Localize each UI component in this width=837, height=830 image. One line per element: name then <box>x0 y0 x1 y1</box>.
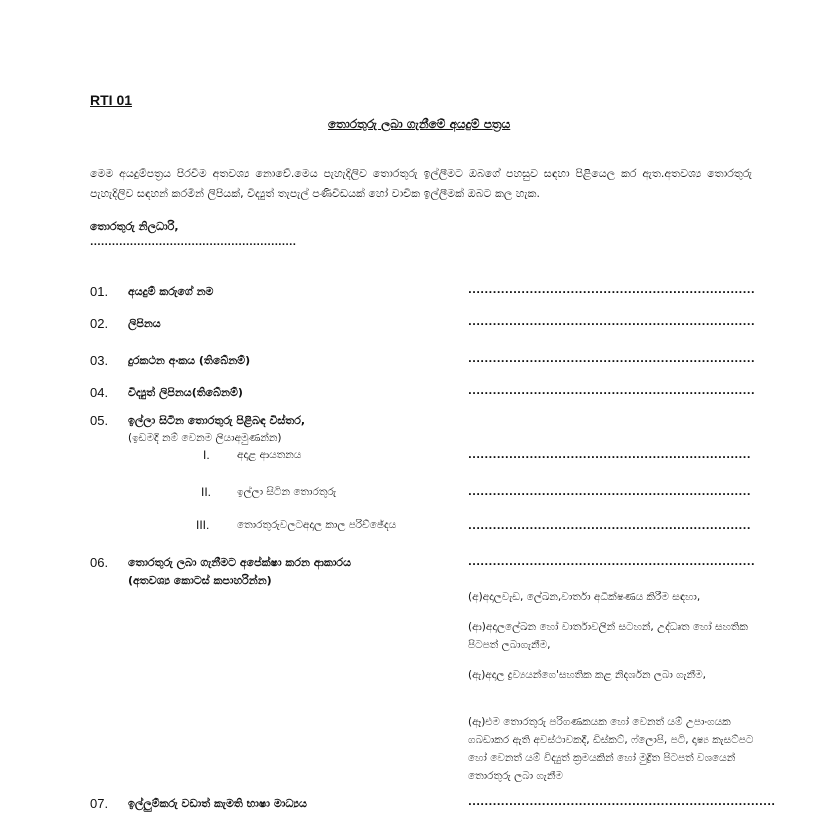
field-label-language: ඉල්ලුම්කරු වඩාත් කැමති භාෂා මාධ්‍යය <box>128 797 307 810</box>
field-line-phone[interactable]: ...................................................................... <box>468 354 755 365</box>
subfield-line-requested-info[interactable]: ..................................................................... <box>468 487 751 498</box>
field-label-applicant-name: අයදුම් කරුගේ නම <box>128 285 214 298</box>
subfield-number-ii: II. <box>201 485 212 499</box>
field-line-delivery-method[interactable]: ...................................................................... <box>468 557 755 568</box>
subfield-label-requested-info: ඉල්ලා සිටින තොරතුරු <box>237 486 337 498</box>
field-number-05: 05. <box>90 413 109 428</box>
option-inspect-documents[interactable]: (අ)අදාලවැඩ, ලේඛන,වාර්තා අධීක්ෂණය කිරීම සඳහා, <box>468 591 701 603</box>
field-number-07: 07. <box>90 796 109 811</box>
subfield-label-institution: අදාළ ආයතනය <box>237 449 302 461</box>
subfield-number-iii: III. <box>196 518 210 532</box>
field-label-address: ලිපිනය <box>128 317 161 330</box>
subfield-line-institution[interactable]: ..................................................................... <box>468 450 751 461</box>
officer-name-line: ......................................................... <box>90 238 297 248</box>
field-line-email[interactable]: ...................................................................... <box>468 386 755 397</box>
field-number-03: 03. <box>90 353 109 368</box>
option-certified-copies[interactable]: (ආ)අදාලලේඛන හෝ වාර්තාවලින් සටහන්, උද්ධෘත හෝ සහතික පිටපත් ලබාගැනීම, <box>468 621 748 651</box>
field-number-01: 01. <box>90 284 109 299</box>
field-label-phone: දුරකථන අංකය (තිබේනම්) <box>128 354 251 367</box>
form-code: RTI 01 <box>90 92 133 108</box>
field-label-email: විද්‍යුත් ලිපිනය(තිබේනම්) <box>128 386 243 399</box>
option-certified-samples[interactable]: (ඇ)අදාල ද්‍රව්‍යයන්ගෙ'සහතික කළ නිදර්ශන ලබා ගැනීම, <box>468 669 706 681</box>
field-line-address[interactable]: ...................................................................... <box>468 317 755 328</box>
officer-label: තොරතුරු නිලධාරි, <box>90 220 179 233</box>
field-line-applicant-name[interactable]: ...................................................................... <box>468 285 755 296</box>
field-label-info-details: ඉල්ලා සිටින තොරතුරු පිළිබඳ විස්තර, <box>128 414 306 427</box>
field-note-attach: (ඉඩමදි නම් වෙනම ලියාඅමුණන්න) <box>128 432 282 444</box>
option-electronic-copy[interactable]: (ඈ)එම තොරතුරු පරිගණකයක හෝ වෙනත් යම් උපාංගයක ගබඩාකර ඇති අවස්ථාවකදී, ඩිස්කට්, ෆ්ලොපි, පටි, දෘෂ්‍ය කැසට්පට හෝ වෙනත් යම් විද්‍යුත් ක්‍රමයකින් හෝ මුද්‍රිත පිටපත් වශයෙන් තොරතුරු ලබා ගැනීම <box>468 716 754 782</box>
subfield-number-i: I. <box>203 448 210 462</box>
field-number-02: 02. <box>90 316 109 331</box>
subfield-line-time-period[interactable]: ..................................................................... <box>468 521 751 532</box>
page-title: තොරතුරු ලබා ගැනීමේ අයදුම් පත්‍රය <box>328 117 511 131</box>
field-number-04: 04. <box>90 385 109 400</box>
field-note-strike-out: (අතවශ්‍ය කොටස් කපාහරින්න) <box>128 574 272 587</box>
field-label-delivery-method: තොරතුරු ලබා ගැනීමට අපේක්ෂා කරන ආකාරය <box>128 556 351 569</box>
field-number-06: 06. <box>90 555 109 570</box>
intro-paragraph: මෙම අයදුම්පත්‍රය පිරවීම අතවශ්‍ය නොවේ.මෙය පැහැදිලිව තොරතුරු ඉල්ලීමට ඔබගේ පහසුව සඳහා පිළියෙල කර ඇත.අතවශ්‍ය තොරතුරු පැහැදිලිව සඳහන් කරමින් ලිපියක්, විද්‍යුත් තැපැල් පණිවිඩයක් හෝ වාචික ඉල්ලීමක් ඔබට කල හැක. <box>90 167 752 200</box>
field-line-language[interactable]: ........................................................................... <box>468 797 776 808</box>
subfield-label-time-period: තොරතුරුවලටඅදාල කාල පරිච්ඡේදය <box>237 519 397 531</box>
